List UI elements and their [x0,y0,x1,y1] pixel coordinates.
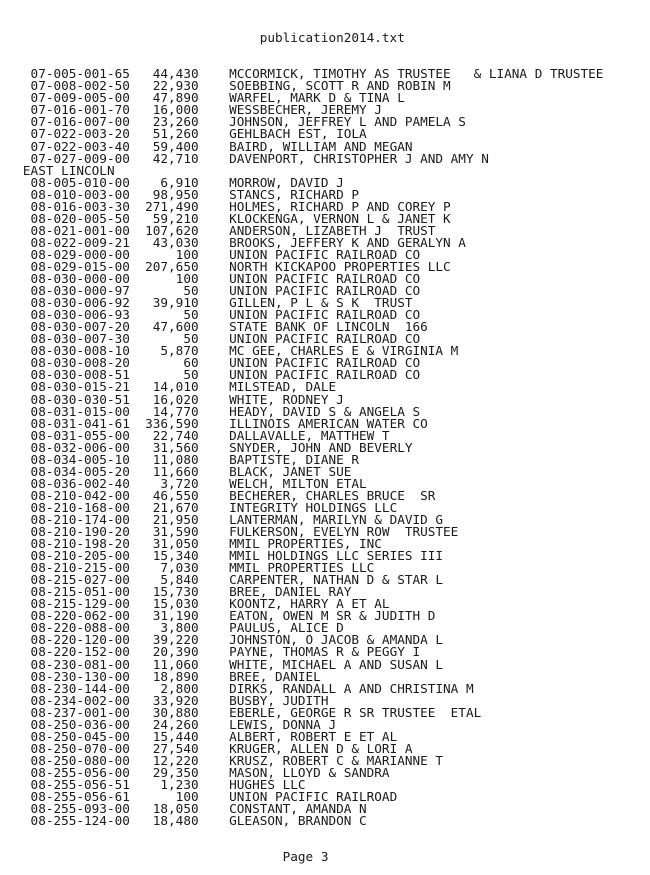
parcel-row: 08-030-000-97 50 UNION PACIFIC RAILROAD CO [0,283,421,299]
parcel-row: 08-005-010-00 6,910 MORROW, DAVID J [0,174,344,190]
parcel-row: 07-005-001-65 44,430 MCCORMICK, TIMOTHY AS TRUSTEE & LIANA D TRUSTEE [0,66,604,82]
parcel-row: 08-230-081-00 11,060 WHITE, MICHAEL A AND SUSAN L [0,656,444,672]
parcel-row: 07-008-002-50 22,930 SOEBBING, SCOTT R AND ROBIN M [0,78,451,94]
parcel-row: 08-022-009-21 43,030 BROOKS, JEFFERY K AND GERALYN A [0,234,466,250]
parcel-row: 07-022-003-40 59,400 BAIRD, WILLIAM AND MEGAN [0,138,413,154]
parcel-row: 08-030-000-00 100 UNION PACIFIC RAILROAD CO [0,271,421,287]
parcel-row: 08-255-124-00 18,480 GLEASON, BRANDON C [0,813,367,829]
parcel-row: 08-030-007-30 50 UNION PACIFIC RAILROAD CO [0,331,421,347]
parcel-row: 08-220-120-00 39,220 JOHNSTON, O JACOB & AMANDA L [0,632,444,648]
parcel-row: 08-250-080-00 12,220 KRUSZ, ROBERT C & MARIANNE T [0,752,444,768]
parcel-row: 07-027-009-00 42,710 DAVENPORT, CHRISTOPHER J AND AMY N [0,150,489,166]
parcel-row: 08-210-215-00 7,030 MMIL PROPERTIES LLC [0,560,375,576]
parcel-row: 08-030-030-51 16,020 WHITE, RODNEY J [0,391,344,407]
parcel-row: 07-016-007-00 23,260 JOHNSON, JEFFREY L AND PAMELA S [0,114,466,130]
parcel-row: 08-255-056-51 1,230 HUGHES LLC [0,777,306,792]
parcel-row: 07-016-001-70 16,000 WESSBECHER, JEREMY J [0,102,382,118]
parcel-row: 08-230-130-00 18,890 BREE, DANIEL [0,668,321,684]
parcel-row: 08-215-051-00 15,730 BREE, DANIEL RAY [0,584,352,600]
parcel-row: 08-010-003-00 98,950 STANCS, RICHARD P [0,186,360,202]
parcel-row: 08-250-070-00 27,540 KRUGER, ALLEN D & LORI A [0,740,413,756]
parcel-row: 08-220-062-00 31,190 EATON, OWEN M SR & JUDITH D [0,608,436,624]
parcel-row: 08-031-055-00 22,740 DALLAVALLE, MATTHEW T [0,427,390,443]
parcel-row: 08-210-174-00 21,950 LANTERMAN, MARILYN & DAVID G [0,511,444,527]
section-header: EAST LINCOLN [0,162,115,178]
parcel-row: 08-030-008-51 50 UNION PACIFIC RAILROAD CO [0,367,421,383]
parcel-row: 08-030-008-20 60 UNION PACIFIC RAILROAD CO [0,355,421,371]
parcel-row: 08-030-015-21 14,010 MILSTEAD, DALE [0,379,337,395]
parcel-row: 08-234-002-00 33,920 BUSBY, JUDITH [0,692,329,708]
parcel-row: 08-030-007-20 47,600 STATE BANK OF LINCOLN 166 [0,319,428,335]
parcel-row: 07-009-005-00 47,890 WARFEL, MARK D & TINA L [0,90,405,106]
file-title: publication2014.txt [259,30,405,46]
parcel-row: 08-030-006-92 39,910 GILLEN, P L & S K TRUST [0,295,413,311]
records-list [0,68,650,827]
parcel-row: 08-210-190-20 31,590 FULKERSON, EVELYN ROW TRUSTEE [0,524,459,540]
parcel-row: 08-250-036-00 24,260 LEWIS, DONNA J [0,716,337,732]
parcel-row: 08-021-001-00 107,620 ANDERSON, LIZABETH J TRUST [0,222,436,238]
parcel-row: 08-250-045-00 15,440 ALBERT, ROBERT E ET AL [0,728,398,744]
parcel-row: 08-210-205-00 15,340 MMIL HOLDINGS LLC SERIES III [0,548,444,564]
parcel-row: 08-020-005-50 59,210 KLOCKENGA, VERNON L & JANET K [0,210,451,226]
parcel-row: 08-255-093-00 18,050 CONSTANT, AMANDA N [0,801,367,817]
parcel-row: 08-031-015-00 14,770 HEADY, DAVID S & ANGELA S [0,403,421,419]
parcel-row: 08-215-027-00 5,840 CARPENTER, NATHAN D & STAR L [0,572,444,588]
parcel-row: 08-237-001-00 30,880 EBERLE, GEORGE R SR TRUSTEE ETAL [0,704,482,720]
parcel-row: 08-016-003-30 271,490 HOLMES, RICHARD P AND COREY P [0,198,451,214]
parcel-row: 08-031-041-61 336,590 ILLINOIS AMERICAN WATER CO [0,415,428,431]
parcel-row: 08-230-144-00 2,800 DIRKS, RANDALL A AND CHRISTINA M [0,680,474,696]
parcel-row: 07-022-003-20 51,260 GEHLBACH EST, IOLA [0,126,367,142]
parcel-row: 08-210-198-20 31,050 MMIL PROPERTIES, INC [0,536,382,552]
parcel-row: 08-030-008-10 5,870 MC GEE, CHARLES E & VIRGINIA M [0,343,459,359]
parcel-row: 08-220-152-00 20,390 PAYNE, THOMAS R & PEGGY I [0,644,421,660]
parcel-row: 08-220-088-00 3,800 PAULUS, ALICE D [0,620,344,636]
page-number: Page 3 [282,849,329,865]
parcel-row: 08-034-005-10 11,080 BAPTISTE, DIANE R [0,451,360,467]
parcel-row: 08-029-000-00 100 UNION PACIFIC RAILROAD CO [0,246,421,262]
parcel-row: 08-036-002-40 3,720 WELCH, MILTON ETAL [0,475,367,491]
parcel-row: 08-210-168-00 21,670 INTEGRITY HOLDINGS LLC [0,499,398,515]
parcel-row: 08-210-042-00 46,550 BECHERER, CHARLES BRUCE SR [0,487,436,503]
parcel-row: 08-215-129-00 15,030 KOONTZ, HARRY A ET AL [0,596,390,612]
parcel-row: 08-255-056-61 100 UNION PACIFIC RAILROAD [0,789,398,805]
parcel-row: 08-029-015-00 207,650 NORTH KICKAPOO PROPERTIES LLC [0,258,451,274]
parcel-row: 08-255-056-00 29,350 MASON, LLOYD & SANDRA [0,764,390,780]
parcel-row: 08-032-006-00 31,560 SNYDER, JOHN AND BEVERLY [0,439,413,455]
parcel-row: 08-030-006-93 50 UNION PACIFIC RAILROAD CO [0,307,421,323]
parcel-row: 08-034-005-20 11,660 BLACK, JANET SUE [0,463,352,479]
